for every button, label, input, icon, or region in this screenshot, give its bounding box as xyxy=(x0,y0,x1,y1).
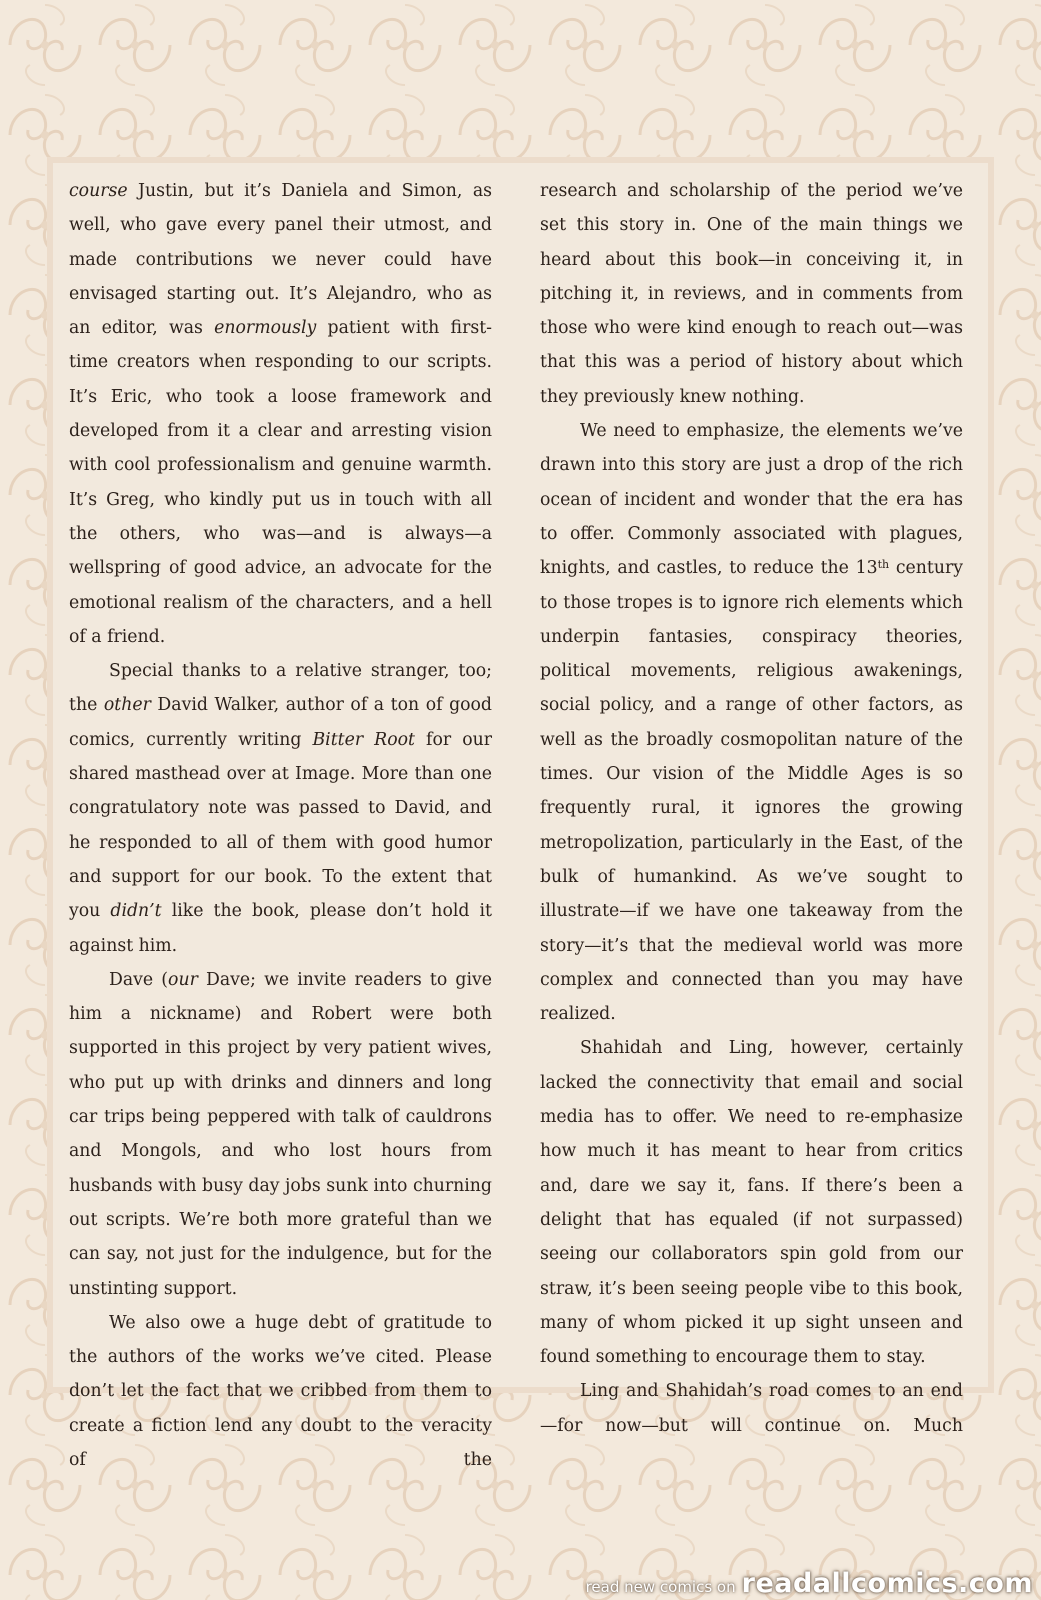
text-run: research and scholarship of the period we’ve set this story in. One of the main things we heard about this book—in conceiving it, in pitching it, in reviews, and in comments from those who were kind enough to reach out—was that this was a period of history about which they previously knew nothing. xyxy=(540,181,963,407)
text-run: Special thanks to a relative stranger, too; the xyxy=(69,661,492,716)
watermark-prefix: read new comics on xyxy=(585,1578,736,1596)
paragraph xyxy=(540,1374,963,1443)
text-run: We need to emphasize, the elements we’ve drawn into this story are just a drop of the rich ocean of incident and wonder that the era has to offer. Commonly associated with plagues, knights, and castles, to reduce the 13 xyxy=(540,421,963,579)
italic-text: didn’t xyxy=(110,901,162,922)
italic-text: enormously xyxy=(214,318,317,339)
left-text-column xyxy=(69,174,492,1477)
paragraph xyxy=(540,1031,963,1374)
text-run: We also owe a huge debt of gratitude to the authors of the works we’ve cited. Please don’t let the fact that we cribbed from them to create a fiction lend any doubt to the veracity of the xyxy=(69,1312,492,1470)
italic-text: our xyxy=(168,969,198,990)
text-run: Justin, but it’s Daniela and Simon, as well, who gave every panel their utmost, and made contributions we never could have envisaged starting out. It’s Alejandro, who as an editor, was xyxy=(69,181,492,339)
text-run: Dave ( xyxy=(109,969,169,990)
text-run: David Walker, author of a ton of good comics, currently writing xyxy=(69,695,492,750)
paragraph xyxy=(69,174,492,654)
text-run: century to those tropes is to ignore rich elements which underpin fantasies, conspiracy theories, political movements, religious awakenings, social policy, and a range of other factors, as well as the broadly cosmopolitan nature of the times. Our vision of the Middle Ages is so frequently rural, it ignores the growing metropolization, particularly in the East, of the bulk of humankind. As we’ve sought to illustrate—if we have one takeaway from the story—it’s that the medieval world was more complex and connected than you may have realized. xyxy=(540,558,963,1025)
text-run: Shahidah and Ling, however, certainly lacked the connectivity that email and social media has to offer. We need to re-emphasize how much it has meant to hear from critics and, dare we say it, fans. If there’s been a delight that has equaled (if not surpassed) seeing our collaborators spin gold from our straw, it’s been seeing people vibe to this book, many of whom picked it up sight unseen and found something to encourage them to stay. xyxy=(540,1038,963,1368)
watermark xyxy=(586,1568,1033,1598)
paragraph xyxy=(540,174,963,414)
paragraph xyxy=(540,414,963,1031)
text-run: Ling and Shahidah’s road comes to an end—for now—but will continue on. Much xyxy=(540,1381,963,1436)
text-run: like the book, please don’t hold it against him. xyxy=(69,901,492,956)
text-run: patient with first-time creators when responding to our scripts. It’s Eric, who took a loose framework and developed from it a clear and arresting vision with cool professionalism and genuine warmth. It’s Greg, who kindly put us in touch with all the others, who was—and is always—a wellspring of good advice, an advocate for the emotional realism of the characters, and a hell of a friend. xyxy=(69,318,492,647)
watermark-site: readallcomics.com xyxy=(741,1568,1033,1599)
italic-text: course xyxy=(69,181,128,201)
right-text-column xyxy=(540,174,963,1443)
superscript-text: th xyxy=(877,558,890,572)
paragraph xyxy=(69,1306,492,1477)
text-run: Dave; we invite readers to give him a nickname) and Robert were both supported in this project by very patient wives, who put up with drinks and dinners and long car trips being peppered with talk of cauldrons and Mongols, and who lost hours from husbands with busy day jobs sunk into churning out scripts. We’re both more grateful than we can say, not just for the indulgence, but for the unstinting support. xyxy=(69,969,492,1299)
italic-text: Bitter Root xyxy=(312,729,415,750)
italic-text: other xyxy=(103,695,151,716)
paragraph xyxy=(69,654,492,963)
text-run: for our shared masthead over at Image. More than one congratulatory note was passed to David, and he responded to all of them with good humor and support for our book. To the extent that you xyxy=(69,729,492,922)
paragraph xyxy=(69,963,492,1306)
